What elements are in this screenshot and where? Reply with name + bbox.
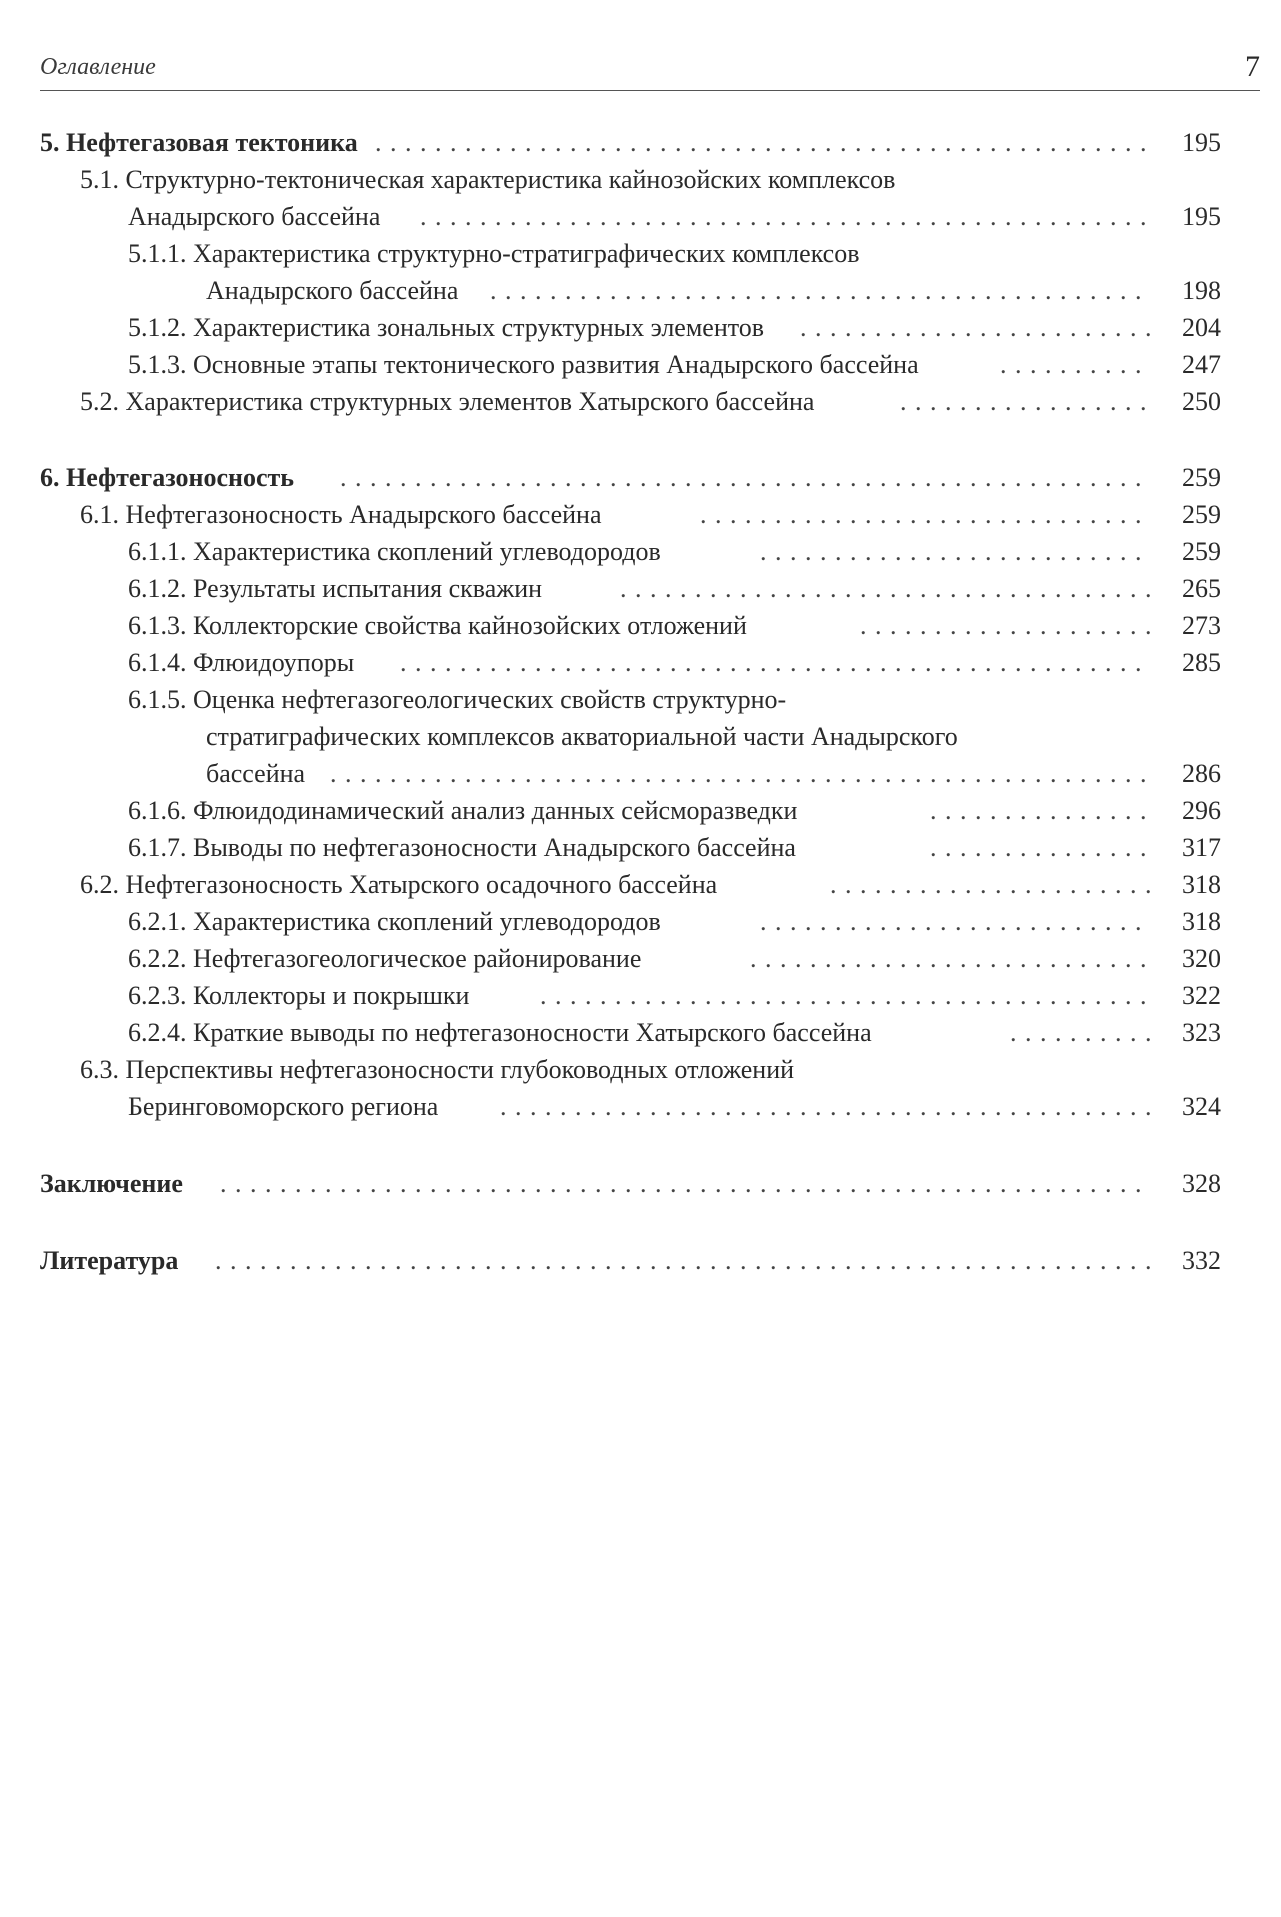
leader-dots (860, 608, 1151, 644)
toc-entry-5-1-line2[interactable] (0, 199, 1281, 235)
toc-entry-6-1-1[interactable] (0, 534, 1281, 570)
leader-dots (420, 199, 1151, 235)
toc-entry-label: 6.3. Перспективы нефтегазоносности глубоководных отложений (80, 1052, 802, 1088)
toc-entry-page: 317 (1182, 833, 1221, 862)
toc-entry-label: 6.1.5. Оценка нефтегазогеологических свойств структурно- (128, 682, 794, 718)
toc-entry-label: 5.1.2. Характеристика зональных структурных элементов (128, 310, 772, 346)
toc-entry-label: Заключение (40, 1166, 191, 1202)
leader-dots (700, 497, 1151, 533)
toc-entry-page: 296 (1182, 796, 1221, 825)
toc-entry-label: 6.1.1. Характеристика скоплений углеводородов (128, 534, 669, 570)
toc-entry-page: 323 (1182, 1018, 1221, 1047)
toc-entry-6-3-line1[interactable] (0, 1052, 1281, 1088)
toc-entry-label: Беринговоморского региона (128, 1089, 446, 1125)
toc-entry-label: 6.1.7. Выводы по нефтегазоносности Анадырского бассейна (128, 830, 804, 866)
page-number: 7 (1245, 50, 1260, 83)
toc-entry-label: 6.1.3. Коллекторские свойства кайнозойских отложений (128, 608, 755, 644)
toc-entry-page: 259 (1182, 463, 1221, 492)
leader-dots (220, 1166, 1151, 1202)
toc-entry-5-1-2[interactable] (0, 310, 1281, 346)
toc-entry-page: 286 (1182, 759, 1221, 788)
running-header (40, 48, 1260, 91)
toc-entry-label: 5. Нефтегазовая тектоника (40, 125, 366, 161)
leader-dots (800, 310, 1151, 346)
toc-entry-page: 318 (1182, 870, 1221, 899)
leader-dots (760, 534, 1151, 570)
toc-entry-6-2-3[interactable] (0, 978, 1281, 1014)
toc-entry-page: 324 (1182, 1092, 1221, 1121)
toc-entry-6-2-4[interactable] (0, 1015, 1281, 1051)
leader-dots (900, 384, 1151, 420)
toc-entry-label: стратиграфических комплексов акваториальной части Анадырского (206, 719, 966, 755)
toc-entry-6-1-5-line1[interactable] (0, 682, 1281, 718)
toc-entry-label: 6.2.2. Нефтегазогеологическое районирование (128, 941, 649, 977)
leader-dots (750, 941, 1151, 977)
toc-entry-5-2[interactable] (0, 384, 1281, 420)
leader-dots (300, 125, 1151, 161)
toc-entry-6-1-5-line2[interactable] (0, 719, 1281, 755)
leader-dots (540, 978, 1151, 1014)
toc-entry-page: 322 (1182, 981, 1221, 1010)
toc-entry-6-1-7[interactable] (0, 830, 1281, 866)
toc-entry-label: 6.1.2. Результаты испытания скважин (128, 571, 550, 607)
toc-entry-page: 332 (1182, 1246, 1221, 1275)
toc-entry-page: 318 (1182, 907, 1221, 936)
leader-dots (830, 867, 1151, 903)
toc-entry-label: 5.1. Структурно-тектоническая характеристика кайнозойских комплексов (80, 162, 903, 198)
toc-entry-label: 5.2. Характеристика структурных элементов Хатырского бассейна (80, 384, 822, 420)
toc-entry-6-3-line2[interactable] (0, 1089, 1281, 1125)
toc-entry-label: 5.1.1. Характеристика структурно-стратиграфических комплексов (128, 236, 868, 272)
leader-dots (400, 645, 1151, 681)
toc-entry-6-1-2[interactable] (0, 571, 1281, 607)
toc-entry-6-2-2[interactable] (0, 941, 1281, 977)
toc-entry-page: 265 (1182, 574, 1221, 603)
toc-entry-5-1-3[interactable] (0, 347, 1281, 383)
toc-entry-label: 5.1.3. Основные этапы тектонического развития Анадырского бассейна (128, 347, 927, 383)
leader-dots (330, 756, 1151, 792)
toc-entry-page: 328 (1182, 1169, 1221, 1198)
toc-entry-literature[interactable] (0, 1243, 1281, 1279)
leader-dots (490, 273, 1151, 309)
toc-entry-page: 204 (1182, 313, 1221, 342)
toc-entry-6-1-5-line3[interactable] (0, 756, 1281, 792)
toc-entry-chapter-5[interactable] (0, 125, 1281, 161)
leader-dots (1000, 347, 1151, 383)
toc-entry-6-1-3[interactable] (0, 608, 1281, 644)
toc-entry-page: 250 (1182, 387, 1221, 416)
toc-entry-conclusion[interactable] (0, 1166, 1281, 1202)
leader-dots (1010, 1015, 1151, 1051)
toc-entry-label: 6.2.4. Краткие выводы по нефтегазоносности Хатырского бассейна (128, 1015, 880, 1051)
leader-dots (500, 1089, 1151, 1125)
toc-entry-6-1-4[interactable] (0, 645, 1281, 681)
toc-entry-label: Анадырского бассейна (206, 273, 466, 309)
toc-entry-5-1-1-line1[interactable] (0, 236, 1281, 272)
toc-entry-6-2-1[interactable] (0, 904, 1281, 940)
toc-entry-page: 273 (1182, 611, 1221, 640)
toc-entry-6-2[interactable] (0, 867, 1281, 903)
toc-entry-page: 285 (1182, 648, 1221, 677)
leader-dots (760, 904, 1151, 940)
toc-entry-page: 198 (1182, 276, 1221, 305)
toc-entry-5-1-line1[interactable] (0, 162, 1281, 198)
toc-entry-6-1[interactable] (0, 497, 1281, 533)
toc-entry-page: 195 (1182, 202, 1221, 231)
running-header-title: Оглавление (40, 54, 156, 80)
toc-entry-page: 247 (1182, 350, 1221, 379)
leader-dots (215, 1243, 1151, 1279)
toc-entry-page: 259 (1182, 500, 1221, 529)
toc-entry-6-1-6[interactable] (0, 793, 1281, 829)
toc-entry-label: 6.1.6. Флюидодинамический анализ данных сейсморазведки (128, 793, 805, 829)
toc-entry-page: 195 (1182, 128, 1221, 157)
toc-entry-label: Литература (40, 1243, 186, 1279)
leader-dots (620, 571, 1151, 607)
toc-entry-page: 259 (1182, 537, 1221, 566)
toc-entry-chapter-6[interactable] (0, 460, 1281, 496)
toc-entry-label: 6.2.1. Характеристика скоплений углеводородов (128, 904, 669, 940)
toc-entry-label: 6.2.3. Коллекторы и покрышки (128, 978, 477, 1014)
toc-entry-label: бассейна (206, 756, 313, 792)
leader-dots (930, 793, 1151, 829)
toc-entry-label: 6.2. Нефтегазоносность Хатырского осадочного бассейна (80, 867, 725, 903)
toc-entry-5-1-1-line2[interactable] (0, 273, 1281, 309)
toc-entry-page: 320 (1182, 944, 1221, 973)
toc-entry-label: 6.1.4. Флюидоупоры (128, 645, 362, 681)
toc-entry-label: 6. Нефтегазоносность (40, 460, 302, 496)
leader-dots (340, 460, 1151, 496)
toc-entry-label: Анадырского бассейна (128, 199, 388, 235)
toc-entry-label: 6.1. Нефтегазоносность Анадырского бассейна (80, 497, 610, 533)
leader-dots (930, 830, 1151, 866)
